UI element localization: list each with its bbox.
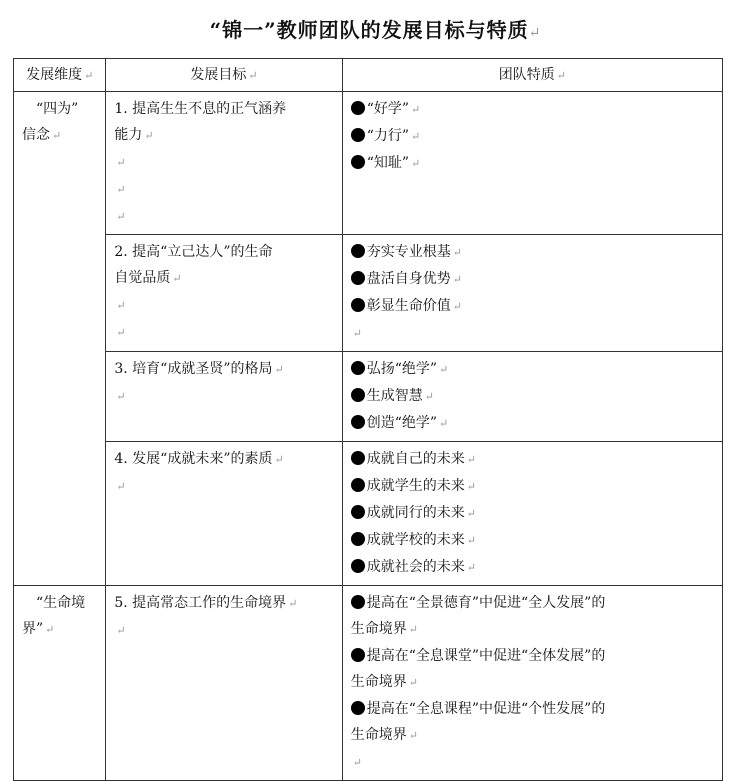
header-traits: 团队特质 ↵	[342, 59, 722, 92]
dimension-cell: “生命境 界” ↵	[14, 586, 106, 781]
table-row	[14, 235, 723, 352]
traits-cell: 提高在“全景德育”中促进“全人发展”的 生命境界 ↵ 提高在“全息课堂”中促进“全体发展”的 生命境界 ↵ 提高在“全息课程”中促进“个性发展”的 生命境界 ↵ ↵	[342, 586, 722, 781]
bullet-icon	[351, 361, 365, 375]
goal-cell: 2. 提高“立己达人”的生命 自觉品质 ↵ ↵ ↵	[106, 235, 342, 352]
traits-cell: 夯实专业根基 ↵ 盘活自身优势 ↵ 彰显生命价值 ↵ ↵	[342, 235, 722, 352]
bullet-icon	[351, 559, 365, 573]
bullet-icon	[351, 155, 365, 169]
bullet-icon	[351, 298, 365, 312]
table-row	[14, 586, 723, 781]
bullet-icon	[351, 271, 365, 285]
goal-cell: 4. 发展“成就未来”的素质 ↵ ↵	[106, 442, 342, 586]
header-dimension: 发展维度 ↵	[14, 59, 106, 92]
dimension-cell: “四为” 信念 ↵	[14, 92, 106, 586]
header-row	[14, 59, 723, 92]
bullet-icon	[351, 648, 365, 662]
header-goal: 发展目标 ↵	[106, 59, 342, 92]
page-title: “锦一”教师团队的发展目标与特质↵	[209, 18, 542, 42]
bullet-icon	[351, 595, 365, 609]
goal-cell: 5. 提高常态工作的生命境界 ↵ ↵	[106, 586, 342, 781]
traits-cell: “好学” ↵ “力行” ↵ “知耻” ↵	[342, 92, 722, 235]
traits-cell: 弘扬“绝学” ↵ 生成智慧 ↵ 创造“绝学” ↵	[342, 352, 722, 442]
traits-cell: 成就自己的未来 ↵ 成就学生的未来 ↵ 成就同行的未来 ↵ 成就学校的未来 ↵ 成就社会的未来 ↵	[342, 442, 722, 586]
bullet-icon	[351, 701, 365, 715]
bullet-icon	[351, 478, 365, 492]
goal-cell: 1. 提高生生不息的正气涵养 能力 ↵ ↵ ↵ ↵	[106, 92, 342, 235]
bullet-icon	[351, 101, 365, 115]
table-row	[14, 352, 723, 442]
bullet-icon	[351, 451, 365, 465]
bullet-icon	[351, 128, 365, 142]
goal-cell: 3. 培育“成就圣贤”的格局 ↵ ↵	[106, 352, 342, 442]
goals-table	[13, 58, 723, 781]
bullet-icon	[351, 505, 365, 519]
table-row	[14, 442, 723, 586]
bullet-icon	[351, 415, 365, 429]
table-row	[14, 92, 723, 235]
bullet-icon	[351, 532, 365, 546]
bullet-icon	[351, 244, 365, 258]
bullet-icon	[351, 388, 365, 402]
